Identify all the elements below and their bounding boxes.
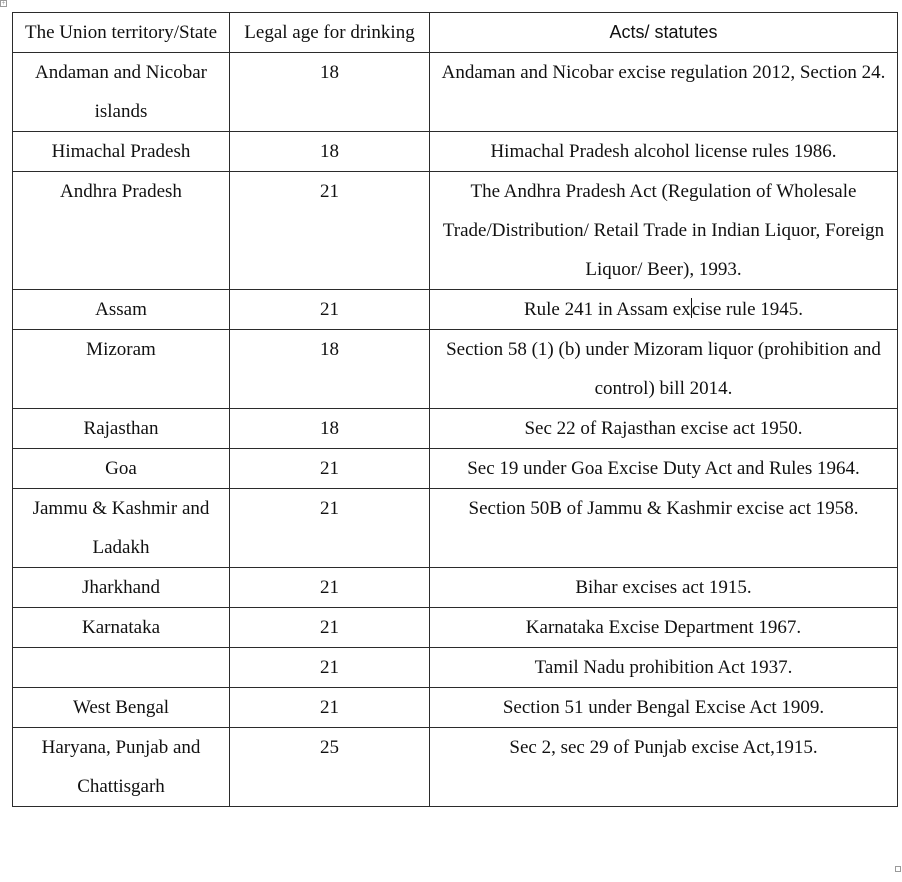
table-move-handle-icon[interactable]: + [1, 0, 6, 7]
header-legal-age[interactable]: Legal age for drinking [230, 13, 430, 53]
cell-act[interactable]: Sec 22 of Rajasthan excise act 1950. [430, 409, 898, 449]
table-resize-handle[interactable] [895, 866, 901, 872]
cell-age[interactable]: 21 [230, 172, 430, 290]
header-acts[interactable]: Acts/ statutes [430, 13, 898, 53]
table-row [13, 688, 898, 728]
table-row [13, 648, 898, 688]
cell-age[interactable]: 18 [230, 330, 430, 409]
cell-act-with-cursor[interactable] [430, 290, 898, 330]
cell-state[interactable]: Andhra Pradesh [13, 172, 230, 290]
cell-act-text-after-cursor: cise rule 1945. [691, 299, 804, 320]
cell-state[interactable]: Goa [13, 449, 230, 489]
cell-state[interactable]: Jharkhand [13, 568, 230, 608]
cell-state[interactable]: Haryana, Punjab and Chattisgarh [13, 728, 230, 807]
cell-age[interactable]: 21 [230, 489, 430, 568]
cell-state[interactable]: Karnataka [13, 608, 230, 648]
cell-age[interactable]: 21 [230, 568, 430, 608]
cell-state[interactable]: Mizoram [13, 330, 230, 409]
table-row [13, 449, 898, 489]
table-row [13, 489, 898, 568]
cell-age[interactable]: 21 [230, 648, 430, 688]
table-row [13, 53, 898, 132]
cell-age[interactable]: 18 [230, 132, 430, 172]
cell-act[interactable]: Section 51 under Bengal Excise Act 1909. [430, 688, 898, 728]
drinking-age-table [12, 12, 898, 807]
cell-age[interactable]: 21 [230, 608, 430, 648]
cell-age[interactable]: 18 [230, 409, 430, 449]
cell-act[interactable]: Andaman and Nicobar excise regulation 2012, Section 24. [430, 53, 898, 132]
cell-state[interactable]: Andaman and Nicobar islands [13, 53, 230, 132]
cell-state[interactable]: Rajasthan [13, 409, 230, 449]
table-row [13, 290, 898, 330]
cell-state-empty[interactable] [13, 648, 230, 688]
cell-act[interactable]: Tamil Nadu prohibition Act 1937. [430, 648, 898, 688]
cell-state[interactable]: West Bengal [13, 688, 230, 728]
cell-act[interactable]: Karnataka Excise Department 1967. [430, 608, 898, 648]
cell-act[interactable]: Sec 2, sec 29 of Punjab excise Act,1915. [430, 728, 898, 807]
cell-state[interactable]: Himachal Pradesh [13, 132, 230, 172]
table-row [13, 409, 898, 449]
table-row [13, 172, 898, 290]
cell-state[interactable]: Assam [13, 290, 230, 330]
cell-age[interactable]: 25 [230, 728, 430, 807]
cell-act-text-before-cursor: Rule 241 in Assam ex [523, 299, 691, 320]
table-header-row [13, 13, 898, 53]
table-row [13, 568, 898, 608]
table-row [13, 728, 898, 807]
table-row [13, 132, 898, 172]
cell-act[interactable]: The Andhra Pradesh Act (Regulation of Wholesale Trade/Distribution/ Retail Trade in Indian Liquor, Foreign Liquor/ Beer), 1993. [430, 172, 898, 290]
cell-age[interactable]: 21 [230, 688, 430, 728]
cell-state[interactable]: Jammu & Kashmir and Ladakh [13, 489, 230, 568]
cell-act[interactable]: Section 50B of Jammu & Kashmir excise act 1958. [430, 489, 898, 568]
header-state[interactable]: The Union territory/State [13, 13, 230, 53]
cell-act[interactable]: Himachal Pradesh alcohol license rules 1986. [430, 132, 898, 172]
cell-act[interactable]: Bihar excises act 1915. [430, 568, 898, 608]
cell-age[interactable]: 21 [230, 290, 430, 330]
cell-act[interactable]: Section 58 (1) (b) under Mizoram liquor (prohibition and control) bill 2014. [430, 330, 898, 409]
cell-age[interactable]: 21 [230, 449, 430, 489]
table-row [13, 330, 898, 409]
cell-age[interactable]: 18 [230, 53, 430, 132]
cell-act[interactable]: Sec 19 under Goa Excise Duty Act and Rules 1964. [430, 449, 898, 489]
table-row [13, 608, 898, 648]
